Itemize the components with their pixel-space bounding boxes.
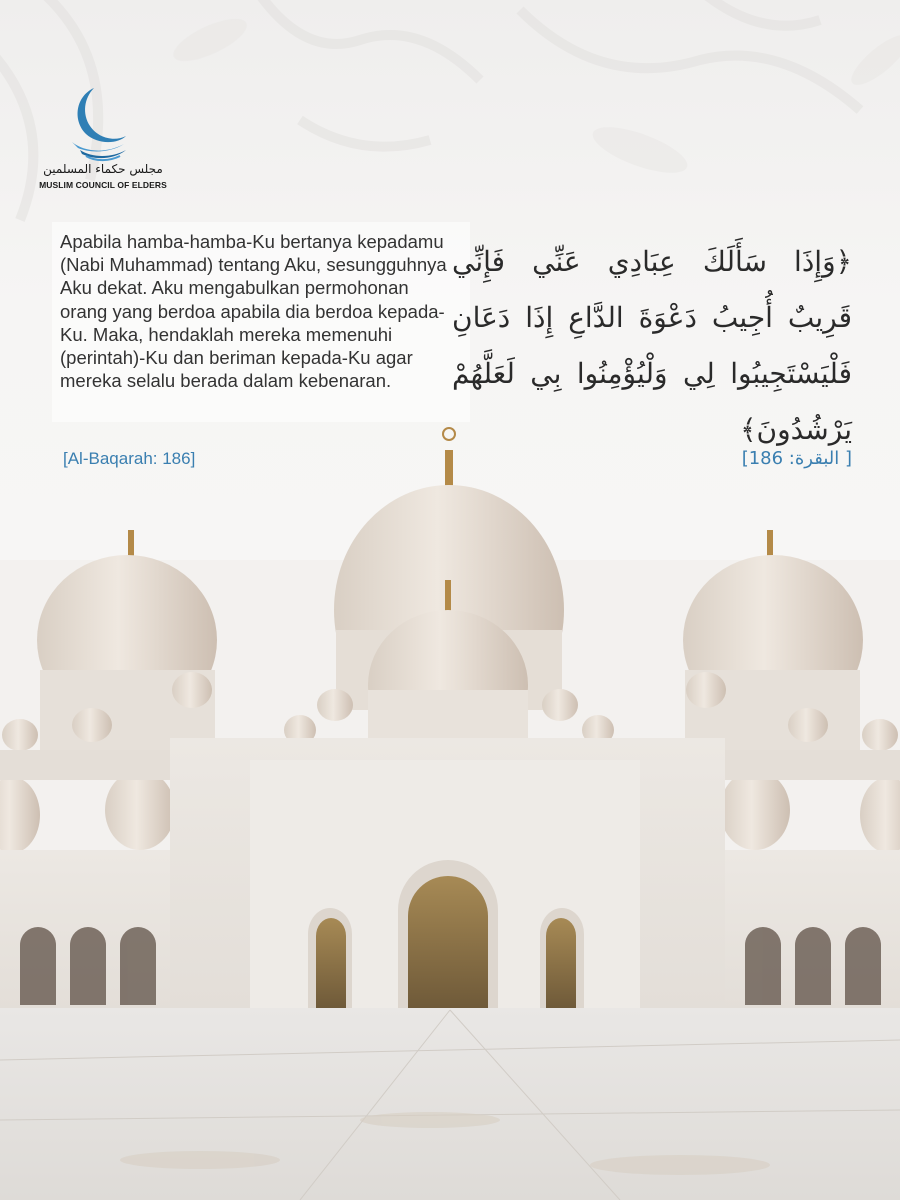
arabic-reference: [ البقرة: 186]: [741, 448, 852, 469]
mosque-photo: [0, 420, 900, 1200]
logo: [28, 82, 178, 200]
arabic-verse: ﴿وَإِذَا سَأَلَكَ عِبَادِي عَنِّي فَإِنِّي قَرِيبٌ أُجِيبُ دَعْوَةَ الدَّاعِ إِذَا دَعَانِ فَلْيَسْتَجِيبُوا لِي وَلْيُؤْمِنُوا بِي لَعَلَّهُمْ يَرْشُدُونَ﴾: [452, 245, 852, 446]
translation-text: Apabila hamba-hamba-Ku bertanya kepadamu (Nabi Muhammad) tentang Aku, sesungguhnya Aku dekat. Aku mengabulkan permohonan orang yang berdoa apabila dia berdoa kepada-Ku. Maka, hendaklah mereka memenuhi (perintah)-Ku dan beriman kepada-Ku agar mereka selalu berada dalam kebenaran.: [60, 231, 447, 392]
translation-reference: [Al-Baqarah: 186]: [63, 449, 196, 468]
crescent-moon-icon: [28, 82, 178, 162]
logo-english-name: MUSLIM COUNCIL OF ELDERS: [39, 180, 167, 190]
logo-arabic-name: مجلس حكماء المسلمين: [43, 162, 163, 176]
